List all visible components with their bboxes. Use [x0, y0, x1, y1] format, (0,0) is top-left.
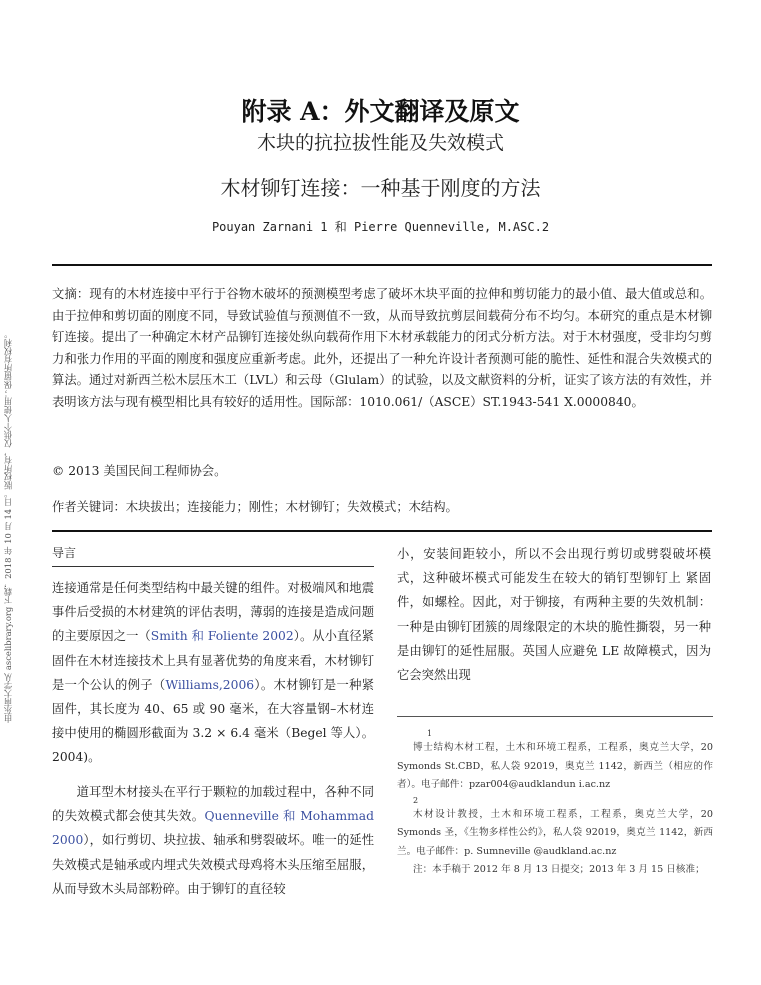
section-heading-rule	[52, 566, 374, 567]
page-title: 附录 A：外文翻译及原文	[241, 97, 520, 126]
keywords-line: 作者关键词：木块拔出；连接能力；刚性；木材铆钉；失效模式；木结构。	[52, 500, 458, 514]
footnote-mark: 1	[427, 729, 433, 738]
author-line: Pouyan Zarnani 1 和 Pierre Quenneville, M.ASC.2	[211, 220, 550, 234]
citation-link[interactable]: Quenneville 和 Mohammad 2000	[52, 809, 374, 848]
copyright-line: © 2013 美国民间工程师协会。	[52, 464, 227, 478]
footnote-mark: 2	[413, 795, 419, 805]
download-watermark: 由东南大学从 ascelibrary.org 下载，2018 年 10 月 14 日。版权所有，仅供个人使用；保留所有权利。	[3, 330, 13, 724]
citation-link[interactable]: Smith 和 Foliente 2002	[150, 629, 294, 644]
p1-text-c: ）。木材铆钉是一种紧固件，其长度为 40、65 或 90 毫米，在大容量钢–木材连接中使用的椭圆形截面为 3.2 × 6.4 毫米（Begel 等人）。2004)。	[52, 677, 374, 765]
section-heading: 导言	[52, 546, 77, 560]
paper-subtitle-translated: 木块的抗拉拔性能及失效模式	[256, 132, 504, 154]
p2-text-a: 道耳型木材接头在平行于颗粒的加载过程中，各种不同的失效模式都会使其失效。	[52, 785, 374, 824]
body-paragraph-2	[52, 780, 374, 901]
body-paragraph-1	[52, 576, 374, 770]
citation-link[interactable]: Williams,2006	[165, 677, 255, 692]
footnotes	[397, 728, 713, 880]
abstract-divider	[52, 530, 712, 532]
p2-text-b: ），如行剪切、块拉拔、轴承和劈裂破坏。唯一的延性失效模式是轴承或内埋式失效模式母鸡将木头压缩至屈服，从而导致木头局部粉碎。由于铆钉的直径较	[52, 833, 374, 896]
footnote-text: 木材设计教授，土木和环境工程系，工程系，奥克兰大学，20 Symonds 圣，《生物多样性公约》，私人袋 92019，奥克兰 1142，新西兰。电子邮件：p. Sumneville @audkland.ac.nz	[397, 808, 713, 857]
paper-subtitle: 木材铆钉连接：一种基于刚度的方法	[220, 176, 541, 200]
body-paragraph-right: 小，安装间距较小，所以不会出现行剪切或劈裂破坏模式，这种破坏模式可能发生在较大的销钉型铆钉上 紧固件，如螺栓。因此，对于铆接，有两种主要的失效机制：一种是由铆钉团簇的周缘限定的木块的脆性撕裂，另一种是由铆钉的延性屈服。英国人应避免 LE 故障模式，因为它会突然出现	[397, 547, 711, 683]
p1-text-a: 连接通常是任何类型结构中最关键的组件。对极端风和地震事件后受损的木材建筑的评估表明，薄弱的连接是造成问题的主要原因之一（	[52, 581, 374, 644]
footnote-divider	[397, 716, 713, 717]
p1-text-b: ）。从小直径紧固件在木材连接技术上具有显著优势的角度来看，木材铆钉是一个公认的例子（	[52, 629, 374, 692]
footnote-1	[397, 728, 713, 795]
footnote-2	[397, 795, 713, 862]
header-divider	[52, 264, 712, 266]
footnote-text: 博士结构木材工程，土木和环境工程系，工程系，奥克兰大学，20 Symonds St.CBD，私人袋 92019，奥克兰 1142，新西兰（相应的作者）。电子邮件：pzar004@audklandun i.ac.nz	[397, 742, 713, 790]
abstract: 文摘：现有的木材连接中平行于谷物木破坏的预测模型考虑了破坏木块平面的拉伸和剪切能力的最小值、最大值或总和。由于拉伸和剪切面的刚度不同，导致试验值与预测值不一致，从而导致抗剪层间载荷分布不均匀。本研究的重点是木材铆钉连接。提出了一种确定木材产品铆钉连接处纵向载荷作用下木材承载能力的闭式分析方法。对于木材强度，受非均匀剪力和张力作用的平面的刚度和强度应重新考虑。此外，还提出了一种允许设计者预测可能的脆性、延性和混合失效模式的算法。通过对新西兰松木层压木工（LVL）和云母（Glulam）的试验，以及文献资料的分析，证实了该方法的有效性，并表明该方法与现有模型相比具有较好的适用性。国际部：1010.061/（ASCE）ST.1943-541 X.0000840。	[52, 287, 712, 409]
footnote-note: 注：本手稿于 2012 年 8 月 13 日提交；2013 年 3 月 15 日核准；	[413, 864, 705, 875]
